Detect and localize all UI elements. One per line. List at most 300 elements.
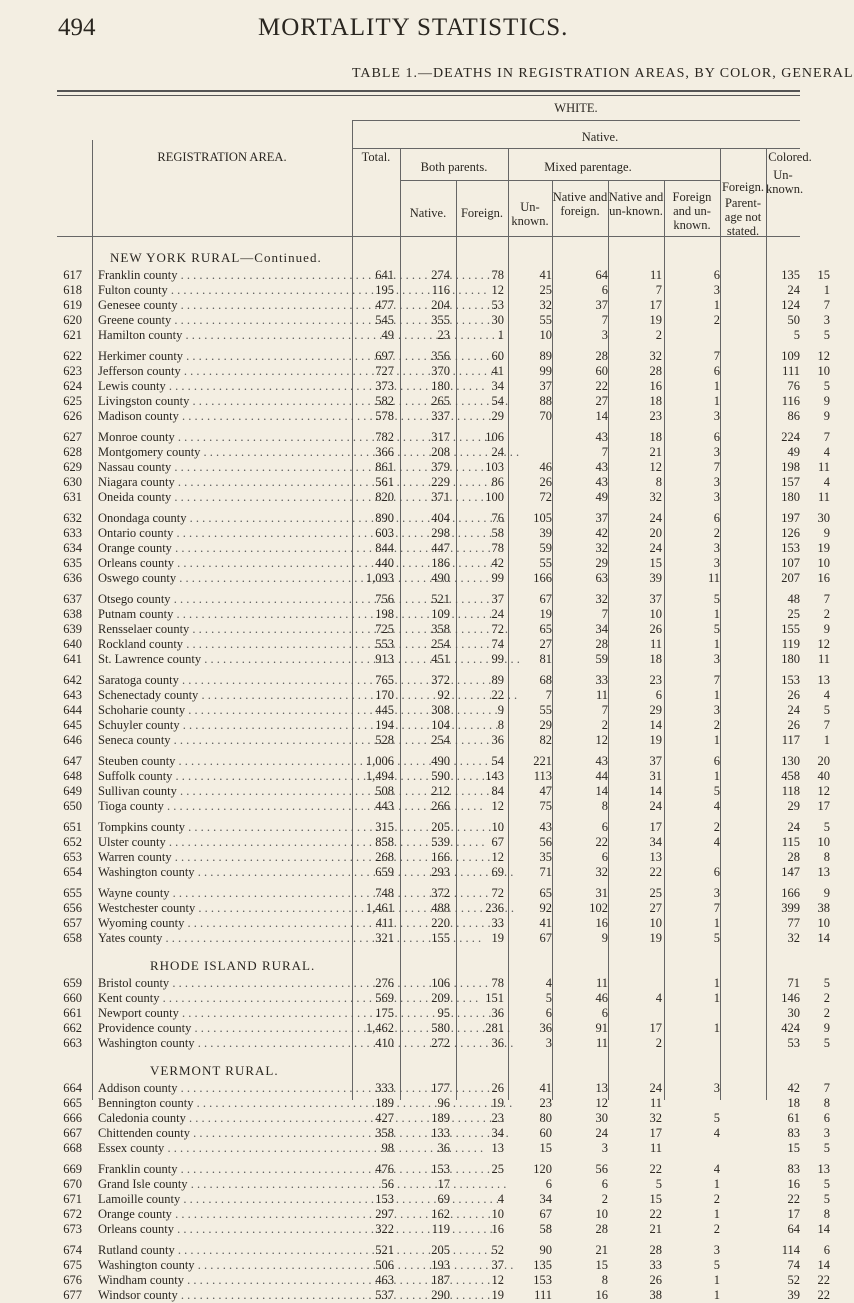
total-cell: 315 [375, 820, 394, 834]
mixed-native-unknown-cell: 34 [649, 835, 662, 849]
mixed-native-foreign-cell: 49 [595, 490, 608, 504]
native-foreign-cell: 30 [491, 313, 504, 327]
mixed-native-foreign-cell: 3 [601, 328, 608, 342]
native-native-cell: 193 [431, 1258, 450, 1272]
unknown-cell: 30 [817, 511, 830, 525]
area-name: Yates county . . . [98, 931, 346, 946]
mixed-foreign-unknown-cell: 1 [713, 733, 720, 747]
mixed-native-foreign-cell: 31 [595, 886, 608, 900]
mixed-native-unknown-cell: 18 [649, 394, 662, 408]
mixed-foreign-unknown-cell: 1 [713, 976, 720, 990]
mixed-native-foreign-cell: 13 [595, 1081, 608, 1095]
native-unknown-cell: 68 [539, 673, 552, 687]
mixed-native-unknown-cell: 2 [655, 328, 662, 342]
section-title: NEW YORK RURAL—Continued. [110, 250, 322, 265]
area-name: Tompkins county . . . [98, 820, 346, 835]
foreign-cell: 117 [781, 733, 800, 747]
total-cell: 410 [375, 1036, 394, 1050]
area-name: Steuben county . . . [98, 754, 346, 769]
native-native-cell: 265 [431, 394, 450, 408]
mixed-foreign-unknown-cell: 1 [713, 688, 720, 702]
mixed-native-unknown-cell: 28 [649, 1243, 662, 1257]
total-cell: 268 [375, 850, 394, 864]
row-number: 652 [63, 835, 82, 849]
unknown-cell: 20 [817, 754, 830, 768]
native-native-cell: 95 [437, 1006, 450, 1020]
mixed-native-unknown-cell: 39 [649, 571, 662, 585]
total-cell: 373 [375, 379, 394, 393]
area-name: Rensselaer county . . . [98, 622, 346, 637]
native-unknown-cell: 6 [545, 1177, 552, 1191]
table-row [0, 991, 830, 1006]
area-name: Grand Isle county . . . [98, 1177, 346, 1192]
unknown-cell: 11 [817, 652, 830, 666]
native-native-cell: 205 [431, 1243, 450, 1257]
mixed-native-foreign-cell: 12 [595, 733, 608, 747]
native-native-cell: 356 [431, 349, 450, 363]
total-cell: 443 [375, 799, 394, 813]
header-native-and-foreign: Native and foreign. [552, 190, 608, 218]
table-row [0, 379, 830, 394]
total-cell: 98 [381, 1141, 394, 1155]
total-cell: 175 [375, 1006, 394, 1020]
unknown-cell: 10 [817, 916, 830, 930]
total-cell: 1,462 [365, 1021, 394, 1035]
table-row [0, 541, 830, 556]
unknown-cell: 17 [817, 799, 830, 813]
mixed-native-unknown-cell: 17 [649, 298, 662, 312]
total-cell: 603 [375, 526, 394, 540]
area-name: Washington county . . . [98, 865, 346, 880]
unknown-cell: 2 [823, 1006, 830, 1020]
native-native-cell: 447 [431, 541, 450, 555]
native-native-cell: 119 [431, 1222, 450, 1236]
mixed-native-unknown-cell: 20 [649, 526, 662, 540]
native-foreign-cell: 78 [491, 541, 504, 555]
mixed-native-foreign-cell: 6 [601, 283, 608, 297]
mixed-native-foreign-cell: 14 [595, 409, 608, 423]
total-cell: 463 [375, 1273, 394, 1287]
total-cell: 641 [375, 268, 394, 282]
total-cell: 569 [375, 991, 394, 1005]
native-native-cell: 109 [431, 607, 450, 621]
area-name: Warren county . . . [98, 850, 346, 865]
native-native-cell: 451 [431, 652, 450, 666]
foreign-cell: 22 [787, 1192, 800, 1206]
foreign-cell: 52 [787, 1273, 800, 1287]
table-row [0, 1207, 830, 1222]
mixed-native-foreign-cell: 6 [601, 820, 608, 834]
unknown-cell: 9 [823, 622, 830, 636]
unknown-cell: 1 [823, 283, 830, 297]
foreign-cell: 180 [781, 490, 800, 504]
native-unknown-cell: 36 [539, 1021, 552, 1035]
native-native-cell: 177 [431, 1081, 450, 1095]
mixed-native-unknown-cell: 14 [649, 784, 662, 798]
native-native-cell: 205 [431, 820, 450, 834]
foreign-cell: 77 [787, 916, 800, 930]
native-unknown-cell: 58 [539, 1222, 552, 1236]
foreign-cell: 48 [787, 592, 800, 606]
mixed-native-unknown-cell: 17 [649, 1126, 662, 1140]
foreign-cell: 74 [787, 1258, 800, 1272]
unknown-cell: 38 [817, 901, 830, 915]
native-foreign-cell: 19 [491, 931, 504, 945]
unknown-cell: 13 [817, 1162, 830, 1176]
mixed-native-foreign-cell: 27 [595, 394, 608, 408]
total-cell: 537 [375, 1288, 394, 1302]
total-cell: 727 [375, 364, 394, 378]
header-unknown: Un-known. [766, 168, 804, 196]
mixed-foreign-unknown-cell: 1 [713, 991, 720, 1005]
native-foreign-cell: 12 [491, 283, 504, 297]
mixed-foreign-unknown-cell: 2 [713, 820, 720, 834]
table-row [0, 622, 830, 637]
table-row [0, 688, 830, 703]
row-number: 651 [63, 820, 82, 834]
area-name: Windsor county . . . [98, 1288, 346, 1303]
area-name: Caledonia county . . . [98, 1111, 346, 1126]
native-unknown-cell: 7 [545, 688, 552, 702]
unknown-cell: 19 [817, 541, 830, 555]
native-foreign-cell: 37 [491, 1258, 504, 1272]
area-name: Monroe county . . . [98, 430, 346, 445]
mixed-foreign-unknown-cell: 3 [713, 703, 720, 717]
total-cell: 697 [375, 349, 394, 363]
native-foreign-cell: 24 [491, 607, 504, 621]
unknown-cell: 13 [817, 865, 830, 879]
foreign-cell: 83 [787, 1162, 800, 1176]
mixed-native-unknown-cell: 38 [649, 1288, 662, 1302]
mixed-foreign-unknown-cell: 2 [713, 1192, 720, 1206]
native-foreign-cell: 84 [491, 784, 504, 798]
area-name: Otsego county . . . [98, 592, 346, 607]
total-cell: 725 [375, 622, 394, 636]
unknown-cell: 12 [817, 349, 830, 363]
total-cell: 477 [375, 298, 394, 312]
mixed-native-unknown-cell: 21 [649, 445, 662, 459]
total-cell: 1,006 [365, 754, 394, 768]
total-cell: 1,494 [365, 769, 394, 783]
native-foreign-cell: 4 [497, 1192, 504, 1206]
mixed-native-foreign-cell: 16 [595, 1288, 608, 1302]
native-foreign-cell: 54 [491, 394, 504, 408]
native-unknown-cell: 90 [539, 1243, 552, 1257]
area-name: Schoharie county . . . [98, 703, 346, 718]
mixed-native-unknown-cell: 17 [649, 820, 662, 834]
mixed-foreign-unknown-cell: 7 [713, 901, 720, 915]
native-unknown-cell: 70 [539, 409, 552, 423]
total-cell: 198 [375, 607, 394, 621]
unknown-cell: 5 [823, 379, 830, 393]
native-native-cell: 266 [431, 799, 450, 813]
mixed-foreign-unknown-cell: 1 [713, 637, 720, 651]
table-row [0, 1258, 830, 1273]
mixed-native-foreign-cell: 12 [595, 1096, 608, 1110]
foreign-cell: 147 [781, 865, 800, 879]
mixed-native-unknown-cell: 24 [649, 799, 662, 813]
native-native-cell: 490 [431, 754, 450, 768]
foreign-cell: 24 [787, 820, 800, 834]
native-unknown-cell: 135 [533, 1258, 552, 1272]
native-foreign-cell: 53 [491, 298, 504, 312]
header-mixed-parentage: Mixed parentage. [544, 160, 632, 174]
native-unknown-cell: 5 [545, 991, 552, 1005]
foreign-cell: 83 [787, 1126, 800, 1140]
native-unknown-cell: 25 [539, 283, 552, 297]
native-foreign-cell: 19 [491, 1288, 504, 1302]
native-native-cell: 155 [431, 931, 450, 945]
foreign-cell: 26 [787, 718, 800, 732]
native-native-cell: 521 [431, 592, 450, 606]
area-name: Schuyler county . . . [98, 718, 346, 733]
header-native: Native. [581, 130, 619, 144]
row-number: 624 [63, 379, 82, 393]
total-cell: 358 [375, 1126, 394, 1140]
row-number: 630 [63, 475, 82, 489]
table-row [0, 652, 830, 667]
table-row [0, 556, 830, 571]
native-foreign-cell: 12 [491, 1273, 504, 1287]
unknown-cell: 4 [823, 688, 830, 702]
header-native-sub: Native. [409, 206, 447, 220]
native-native-cell: 162 [431, 1207, 450, 1221]
mixed-foreign-unknown-cell: 4 [713, 835, 720, 849]
page-number: 494 [58, 14, 96, 41]
mixed-native-unknown-cell: 13 [649, 850, 662, 864]
unknown-cell: 5 [823, 976, 830, 990]
foreign-cell: 155 [781, 622, 800, 636]
foreign-cell: 109 [781, 349, 800, 363]
native-native-cell: 69 [437, 1192, 450, 1206]
native-unknown-cell: 19 [539, 607, 552, 621]
foreign-cell: 153 [781, 673, 800, 687]
mixed-native-unknown-cell: 32 [649, 490, 662, 504]
native-foreign-cell: 36 [491, 1036, 504, 1050]
table-row [0, 976, 830, 991]
mixed-native-foreign-cell: 8 [601, 1273, 608, 1287]
total-cell: 366 [375, 445, 394, 459]
native-native-cell: 290 [431, 1288, 450, 1302]
unknown-cell: 5 [823, 820, 830, 834]
unknown-cell: 2 [823, 607, 830, 621]
unknown-cell: 22 [817, 1273, 830, 1287]
native-unknown-cell: 37 [539, 379, 552, 393]
header-foreign: Foreign. [721, 180, 764, 194]
unknown-cell: 9 [823, 409, 830, 423]
total-cell: 153 [375, 1192, 394, 1206]
header-rule-native [352, 148, 800, 149]
mixed-native-foreign-cell: 32 [595, 592, 608, 606]
mixed-foreign-unknown-cell: 4 [713, 1162, 720, 1176]
mixed-native-foreign-cell: 11 [595, 688, 608, 702]
native-unknown-cell: 23 [539, 1096, 552, 1110]
mixed-foreign-unknown-cell: 1 [713, 607, 720, 621]
mixed-native-unknown-cell: 37 [649, 754, 662, 768]
native-unknown-cell: 55 [539, 556, 552, 570]
native-foreign-cell: 86 [491, 475, 504, 489]
native-native-cell: 186 [431, 556, 450, 570]
native-native-cell: 17 [437, 1177, 450, 1191]
total-cell: 844 [375, 541, 394, 555]
foreign-cell: 180 [781, 652, 800, 666]
foreign-cell: 24 [787, 703, 800, 717]
unknown-cell: 7 [823, 592, 830, 606]
unknown-cell: 10 [817, 835, 830, 849]
mixed-native-unknown-cell: 15 [649, 556, 662, 570]
native-native-cell: 116 [431, 283, 450, 297]
total-cell: 445 [375, 703, 394, 717]
area-name: Bennington county . . . [98, 1096, 346, 1111]
mixed-foreign-unknown-cell: 1 [713, 1288, 720, 1302]
table-row [0, 901, 830, 916]
unknown-cell: 2 [823, 991, 830, 1005]
area-name: Ontario county . . . [98, 526, 346, 541]
unknown-cell: 22 [817, 1288, 830, 1302]
table-row [0, 799, 830, 814]
area-name: Orleans county . . . [98, 556, 346, 571]
mixed-foreign-unknown-cell: 2 [713, 1222, 720, 1236]
mixed-native-foreign-cell: 9 [601, 931, 608, 945]
area-name: Montgomery county . . . [98, 445, 346, 460]
mixed-native-foreign-cell: 7 [601, 313, 608, 327]
native-native-cell: 337 [431, 409, 450, 423]
row-number: 676 [63, 1273, 82, 1287]
native-foreign-cell: 99 [491, 571, 504, 585]
native-native-cell: 371 [431, 490, 450, 504]
area-name: Rutland county . . . [98, 1243, 346, 1258]
mixed-foreign-unknown-cell: 5 [713, 622, 720, 636]
mixed-native-foreign-cell: 22 [595, 379, 608, 393]
area-name: Orleans county . . . [98, 1222, 346, 1237]
foreign-cell: 107 [781, 556, 800, 570]
total-cell: 765 [375, 673, 394, 687]
table-row [0, 931, 830, 946]
foreign-cell: 50 [787, 313, 800, 327]
row-number: 662 [63, 1021, 82, 1035]
native-unknown-cell: 67 [539, 931, 552, 945]
native-unknown-cell: 111 [534, 1288, 552, 1302]
mixed-native-unknown-cell: 32 [649, 1111, 662, 1125]
row-number: 637 [63, 592, 82, 606]
table-row [0, 1192, 830, 1207]
native-foreign-cell: 103 [485, 460, 504, 474]
mixed-native-foreign-cell: 10 [595, 1207, 608, 1221]
foreign-cell: 32 [787, 931, 800, 945]
mixed-native-foreign-cell: 14 [595, 784, 608, 798]
row-number: 675 [63, 1258, 82, 1272]
area-name: Genesee county . . . [98, 298, 346, 313]
total-cell: 189 [375, 1096, 394, 1110]
foreign-cell: 124 [781, 298, 800, 312]
unknown-cell: 3 [823, 313, 830, 327]
mixed-foreign-unknown-cell: 3 [713, 1243, 720, 1257]
foreign-cell: 24 [787, 283, 800, 297]
native-unknown-cell: 120 [533, 1162, 552, 1176]
row-number: 654 [63, 865, 82, 879]
native-unknown-cell: 153 [533, 1273, 552, 1287]
native-native-cell: 274 [431, 268, 450, 282]
table-row [0, 1126, 830, 1141]
native-unknown-cell: 39 [539, 526, 552, 540]
row-number: 623 [63, 364, 82, 378]
area-name: Schenectady county . . . [98, 688, 346, 703]
unknown-cell: 7 [823, 1081, 830, 1095]
foreign-cell: 153 [781, 541, 800, 555]
table-row [0, 571, 830, 586]
table-row [0, 865, 830, 880]
foreign-cell: 115 [781, 835, 800, 849]
native-foreign-cell: 89 [491, 673, 504, 687]
table-row [0, 1222, 830, 1237]
unknown-cell: 4 [823, 475, 830, 489]
mixed-native-foreign-cell: 11 [595, 1036, 608, 1050]
table-row [0, 592, 830, 607]
unknown-cell: 14 [817, 1222, 830, 1236]
table-row [0, 1177, 830, 1192]
total-cell: 276 [375, 976, 394, 990]
area-name: Orange county . . . [98, 541, 346, 556]
mixed-native-foreign-cell: 59 [595, 652, 608, 666]
mixed-native-unknown-cell: 24 [649, 1081, 662, 1095]
native-foreign-cell: 60 [491, 349, 504, 363]
mixed-native-foreign-cell: 37 [595, 298, 608, 312]
native-unknown-cell: 41 [539, 916, 552, 930]
row-number: 647 [63, 754, 82, 768]
native-native-cell: 208 [431, 445, 450, 459]
section-title: VERMONT RURAL. [150, 1063, 279, 1078]
unknown-cell: 5 [823, 1192, 830, 1206]
total-cell: 49 [381, 328, 394, 342]
table-row [0, 511, 830, 526]
total-cell: 748 [375, 886, 394, 900]
native-foreign-cell: 41 [491, 364, 504, 378]
native-unknown-cell: 113 [533, 769, 552, 783]
mixed-foreign-unknown-cell: 6 [713, 511, 720, 525]
unknown-cell: 9 [823, 886, 830, 900]
foreign-cell: 53 [787, 1036, 800, 1050]
native-foreign-cell: 42 [491, 556, 504, 570]
mixed-native-unknown-cell: 19 [649, 931, 662, 945]
table-row [0, 754, 830, 769]
mixed-native-foreign-cell: 102 [589, 901, 608, 915]
foreign-cell: 76 [787, 379, 800, 393]
native-native-cell: 372 [431, 673, 450, 687]
area-name: Tioga county . . . [98, 799, 346, 814]
mixed-native-foreign-cell: 3 [601, 1141, 608, 1155]
table-row [0, 733, 830, 748]
mixed-native-unknown-cell: 6 [655, 688, 662, 702]
foreign-cell: 146 [781, 991, 800, 1005]
row-number: 664 [63, 1081, 82, 1095]
total-cell: 756 [375, 592, 394, 606]
total-cell: 528 [375, 733, 394, 747]
unknown-cell: 13 [817, 673, 830, 687]
foreign-cell: 111 [782, 364, 800, 378]
table-row [0, 916, 830, 931]
row-number: 653 [63, 850, 82, 864]
table-row [0, 1111, 830, 1126]
area-name: Addison county . . . [98, 1081, 346, 1096]
native-native-cell: 254 [431, 733, 450, 747]
area-name: Fulton county . . . [98, 283, 346, 298]
table-row [0, 460, 830, 475]
native-foreign-cell: 34 [491, 379, 504, 393]
area-name: Greene county . . . [98, 313, 346, 328]
header-unknown-sub: Un-known. [511, 200, 549, 228]
native-foreign-cell: 72 [491, 886, 504, 900]
mixed-native-unknown-cell: 16 [649, 379, 662, 393]
